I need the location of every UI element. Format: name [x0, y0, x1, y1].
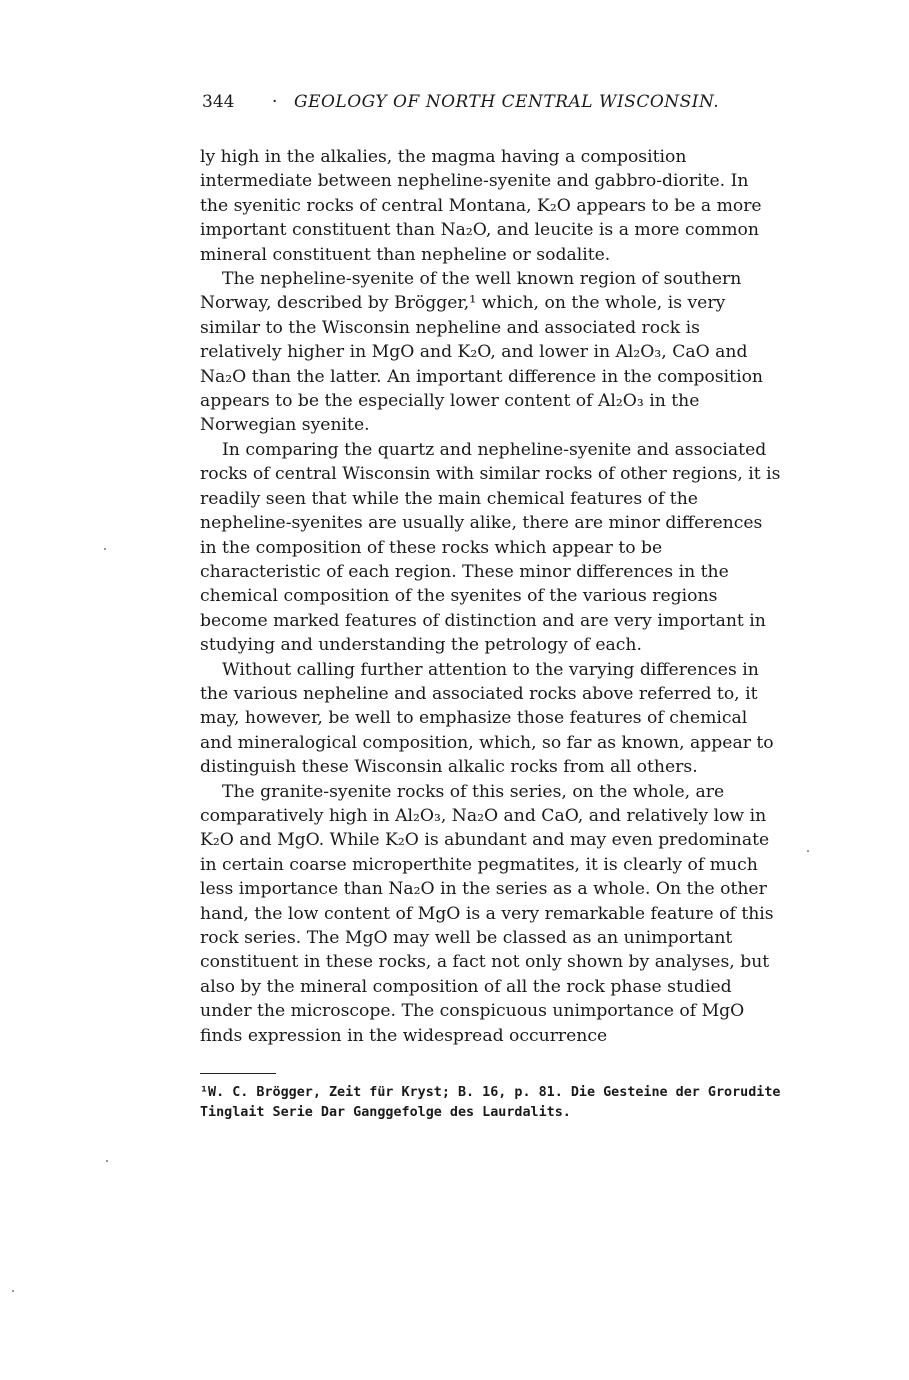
header-separator: · — [272, 92, 278, 112]
scan-speck — [807, 850, 809, 852]
page-number: 344 — [202, 92, 235, 112]
paragraph-granite-syenite: The granite-syenite rocks of this series, on the whole, are comparatively high in Al₂O₃, Na₂O and CaO, and relatively low in K₂O and MgO. While K₂O is abundant and may even predominate in certain coarse microperthite pegmatites, it is clearly of much less importance than Na₂O in the series as a whole. On the other hand, the low content of MgO is a very remarkable feature of this rock series. The MgO may well be classed as an unimportant constituent in these rocks, a fact not only shown by analyses, but also by the mineral composition of all the rock phase studied under the microscope. The conspicuous unimportance of MgO finds expression in the widespread occurrence — [200, 781, 774, 1046]
scan-speck — [104, 548, 106, 550]
scan-speck — [106, 1160, 108, 1162]
footnote: ¹W. C. Brögger, Zeit für Kryst; B. 16, p. 81. Die Gesteine der Grorudite Tinglait Serie Dar Ganggefolge des Laurdalits. — [200, 1085, 781, 1120]
paragraph-norway: The nepheline-syenite of the well known region of southern Norway, described by Brögger,¹ which, on the whole, is very similar to the Wisconsin nepheline and associated rock is relatively higher in MgO and K₂O, and lower in Al₂O₃, CaO and Na₂O than the latter. An important difference in the composition appears to be the especially lower content of Al₂O₃ in the Norwegian syenite. — [200, 269, 763, 436]
footnote-rule — [200, 1073, 276, 1074]
paragraph-emphasis: Without calling further attention to the varying differences in the various nepheline and associated rocks above referred to, it may, however, be well to emphasize those features of chemical and mineralogical composition, which, so far as known, appear to distinguish these Wisconsin alkalic rocks from all others. — [200, 659, 774, 778]
page-header — [202, 92, 722, 112]
paragraph-comparison: In comparing the quartz and nepheline-syenite and associated rocks of central Wisconsin with similar rocks of other regions, it is readily seen that while the main chemical features of the nepheline-syenites are usually alike, there are minor differences in the composition of these rocks which appear to be characteristic of each region. These minor differences in the chemical composition of the syenites of the various regions become marked features of distinction and are very important in studying and understanding the petrology of each. — [200, 439, 781, 656]
running-title: GEOLOGY OF NORTH CENTRAL WISCONSIN. — [294, 92, 720, 112]
paragraph-continued: ly high in the alkalies, the magma having a composition intermediate between nepheline-syenite and gabbro-diorite. In the syenitic rocks of central Montana, K₂O appears to be a more important constituent than Na₂O, and leucite is a more common mineral constituent than nepheline or sodalite. — [200, 147, 762, 265]
body-text — [200, 145, 782, 1048]
scan-speck — [12, 1290, 14, 1292]
